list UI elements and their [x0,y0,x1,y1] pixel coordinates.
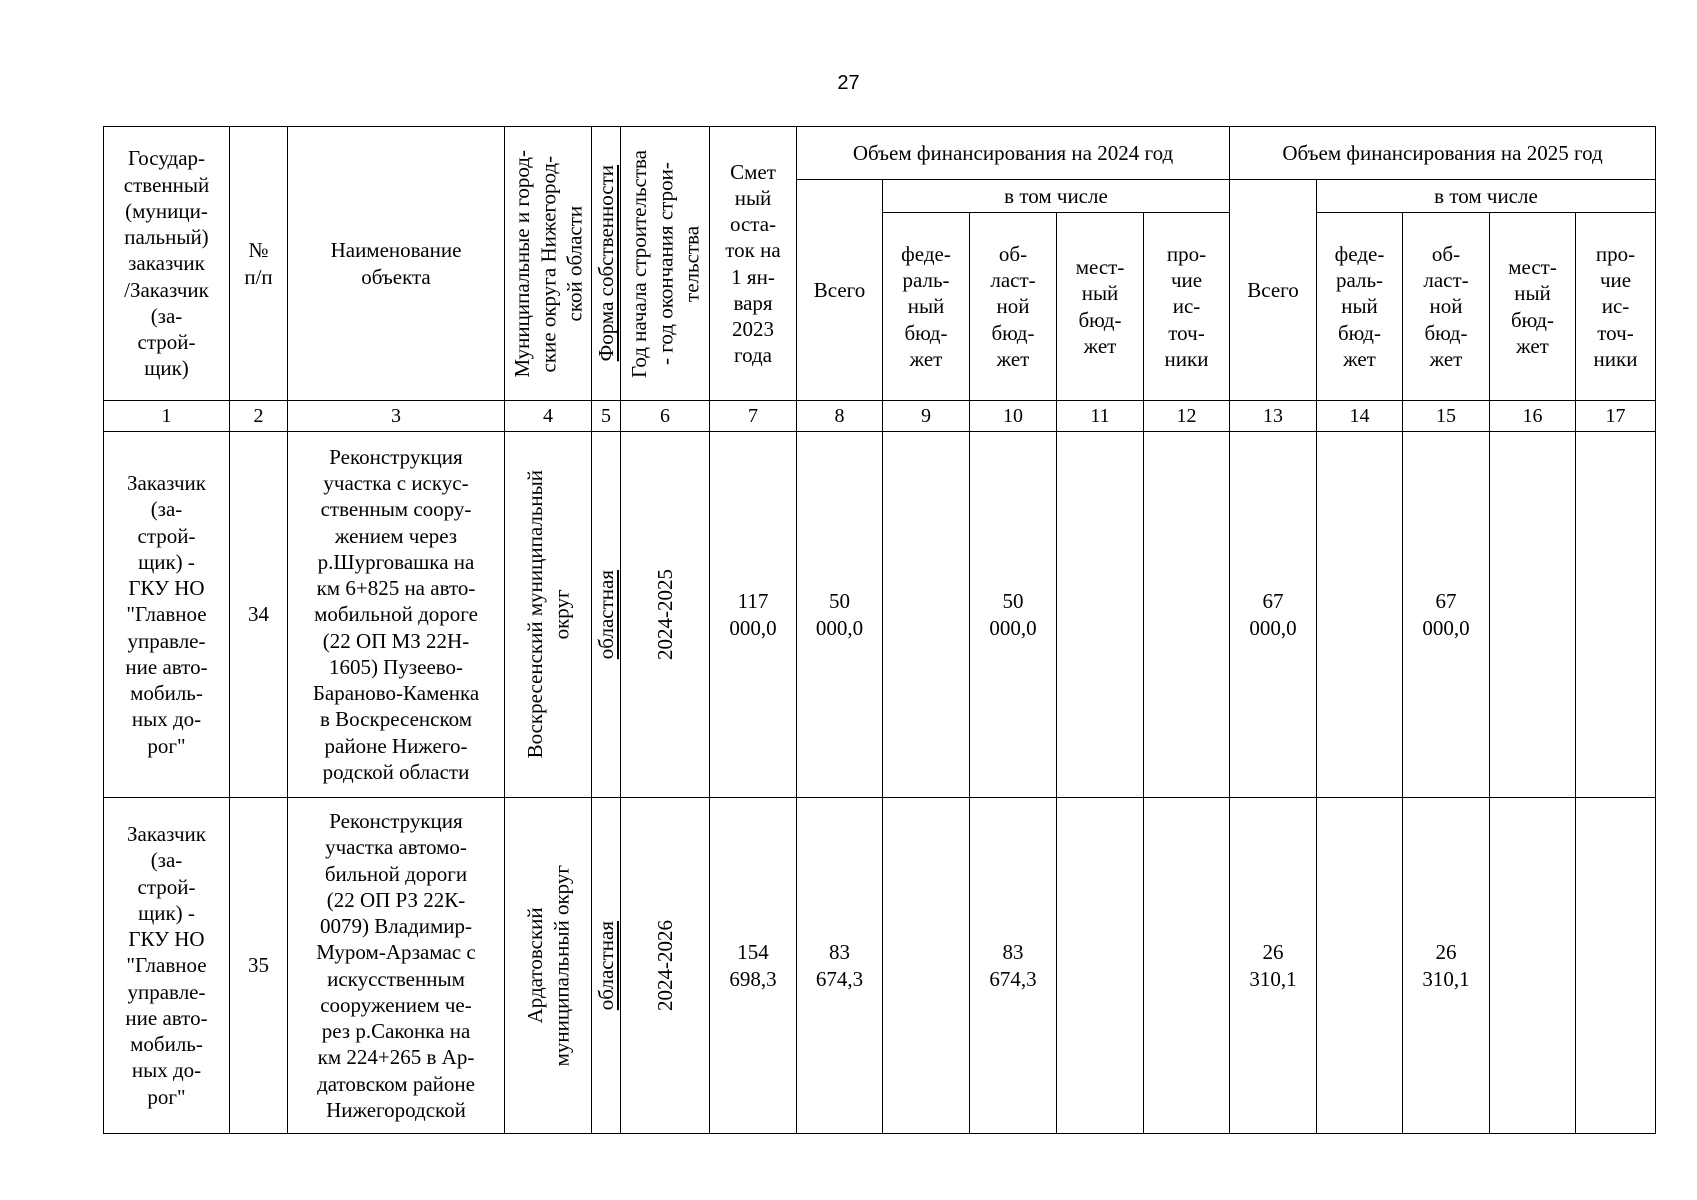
federal-2025-cell [1317,798,1403,1134]
ownership-cell: областная [592,798,621,1134]
total-2024-cell: 83 674,3 [797,798,883,1134]
federal-2024-cell [883,798,970,1134]
column-number: 5 [592,401,621,432]
regional-2025-cell: 26 310,1 [1403,798,1490,1134]
column-number: 4 [505,401,592,432]
column-number: 16 [1490,401,1576,432]
column-number: 9 [883,401,970,432]
object-name-cell: Реконструкция участка с искус- ственным соору- жением через р.Шурговашка на км 6+825 на авто- мобильной дороге (22 ОП МЗ 22Н- 1605) Пузеево- Бараново-Каменка в Воскресенском районе Нижего- родской области [288,432,505,798]
column-number-row [104,401,1656,432]
header-customer: Государ- ственный (муници- пальный) заказчик /Заказчик (за- строй- щик) [104,127,230,401]
header-row-1 [104,127,1656,180]
header-num: № п/п [230,127,288,401]
header-federal-2024: феде- раль- ный бюд- жет [883,213,970,401]
regional-2025-cell: 67 000,0 [1403,432,1490,798]
years-cell: 2024-2025 [621,432,710,798]
column-number: 7 [710,401,797,432]
header-regional-2025: об- ласт- ной бюд- жет [1403,213,1490,401]
header-object-name: Наименование объекта [288,127,505,401]
total-2024-cell: 50 000,0 [797,432,883,798]
row-number-cell: 35 [230,798,288,1134]
header-local-2025: мест- ный бюд- жет [1490,213,1576,401]
column-number: 8 [797,401,883,432]
table-row [104,432,1656,798]
other-2025-cell [1576,798,1656,1134]
local-2025-cell [1490,798,1576,1134]
years-cell: 2024-2026 [621,798,710,1134]
header-fin-2025: Объем финансирования на 2025 год [1230,127,1656,180]
column-number: 12 [1144,401,1230,432]
federal-2024-cell [883,432,970,798]
remainder-cell: 117 000,0 [710,432,797,798]
federal-2025-cell [1317,432,1403,798]
header-years: Год начала строительства - год окончания строи- тельства [621,127,710,401]
page-number: 27 [837,72,860,94]
header-federal-2025: феде- раль- ный бюд- жет [1317,213,1403,401]
row-number-cell: 34 [230,432,288,798]
column-number: 15 [1403,401,1490,432]
header-remainder: Смет ный оста- ток на 1 ян- варя 2023 года [710,127,797,401]
regional-2024-cell: 50 000,0 [970,432,1057,798]
remainder-cell: 154 698,3 [710,798,797,1134]
header-regional-2024: об- ласт- ной бюд- жет [970,213,1057,401]
header-other-2025: про- чие ис- точ- ники [1576,213,1656,401]
total-2025-cell: 26 310,1 [1230,798,1317,1134]
local-2025-cell [1490,432,1576,798]
header-other-2024: про- чие ис- точ- ники [1144,213,1230,401]
header-including-2025: в том числе [1317,180,1656,213]
column-number: 10 [970,401,1057,432]
column-number: 13 [1230,401,1317,432]
customer-cell: Заказчик (за- строй- щик) - ГКУ НО "Главное управле- ние авто- мобиль- ных до- рог" [104,798,230,1134]
other-2024-cell [1144,432,1230,798]
other-2025-cell [1576,432,1656,798]
column-number: 11 [1057,401,1144,432]
header-total-2025: Всего [1230,180,1317,401]
ownership-cell: областная [592,432,621,798]
table-row [104,798,1656,1134]
customer-cell: Заказчик (за- строй- щик) - ГКУ НО "Главное управле- ние авто- мобиль- ных до- рог" [104,432,230,798]
municipality-cell: Воскресенский муниципальный округ [505,432,592,798]
header-municipality: Муниципальные и город- ские округа Нижегород- ской области [505,127,592,401]
header-local-2024: мест- ный бюд- жет [1057,213,1144,401]
local-2024-cell [1057,432,1144,798]
header-fin-2024: Объем финансирования на 2024 год [797,127,1230,180]
column-number: 3 [288,401,505,432]
regional-2024-cell: 83 674,3 [970,798,1057,1134]
header-including-2024: в том числе [883,180,1230,213]
other-2024-cell [1144,798,1230,1134]
column-number: 14 [1317,401,1403,432]
financing-table [103,126,1656,1134]
municipality-cell: Ардатовский муниципальный округ [505,798,592,1134]
object-name-cell: Реконструкция участка автомо- бильной дороги (22 ОП РЗ 22К- 0079) Владимир- Муром-Арзамас с искусственным сооружением че- рез р.Саконка на км 224+265 в Ар- датовском районе Нижегородской [288,798,505,1134]
local-2024-cell [1057,798,1144,1134]
total-2025-cell: 67 000,0 [1230,432,1317,798]
column-number: 17 [1576,401,1656,432]
header-ownership: Форма собственности [592,127,621,401]
column-number: 1 [104,401,230,432]
column-number: 2 [230,401,288,432]
header-total-2024: Всего [797,180,883,401]
column-number: 6 [621,401,710,432]
